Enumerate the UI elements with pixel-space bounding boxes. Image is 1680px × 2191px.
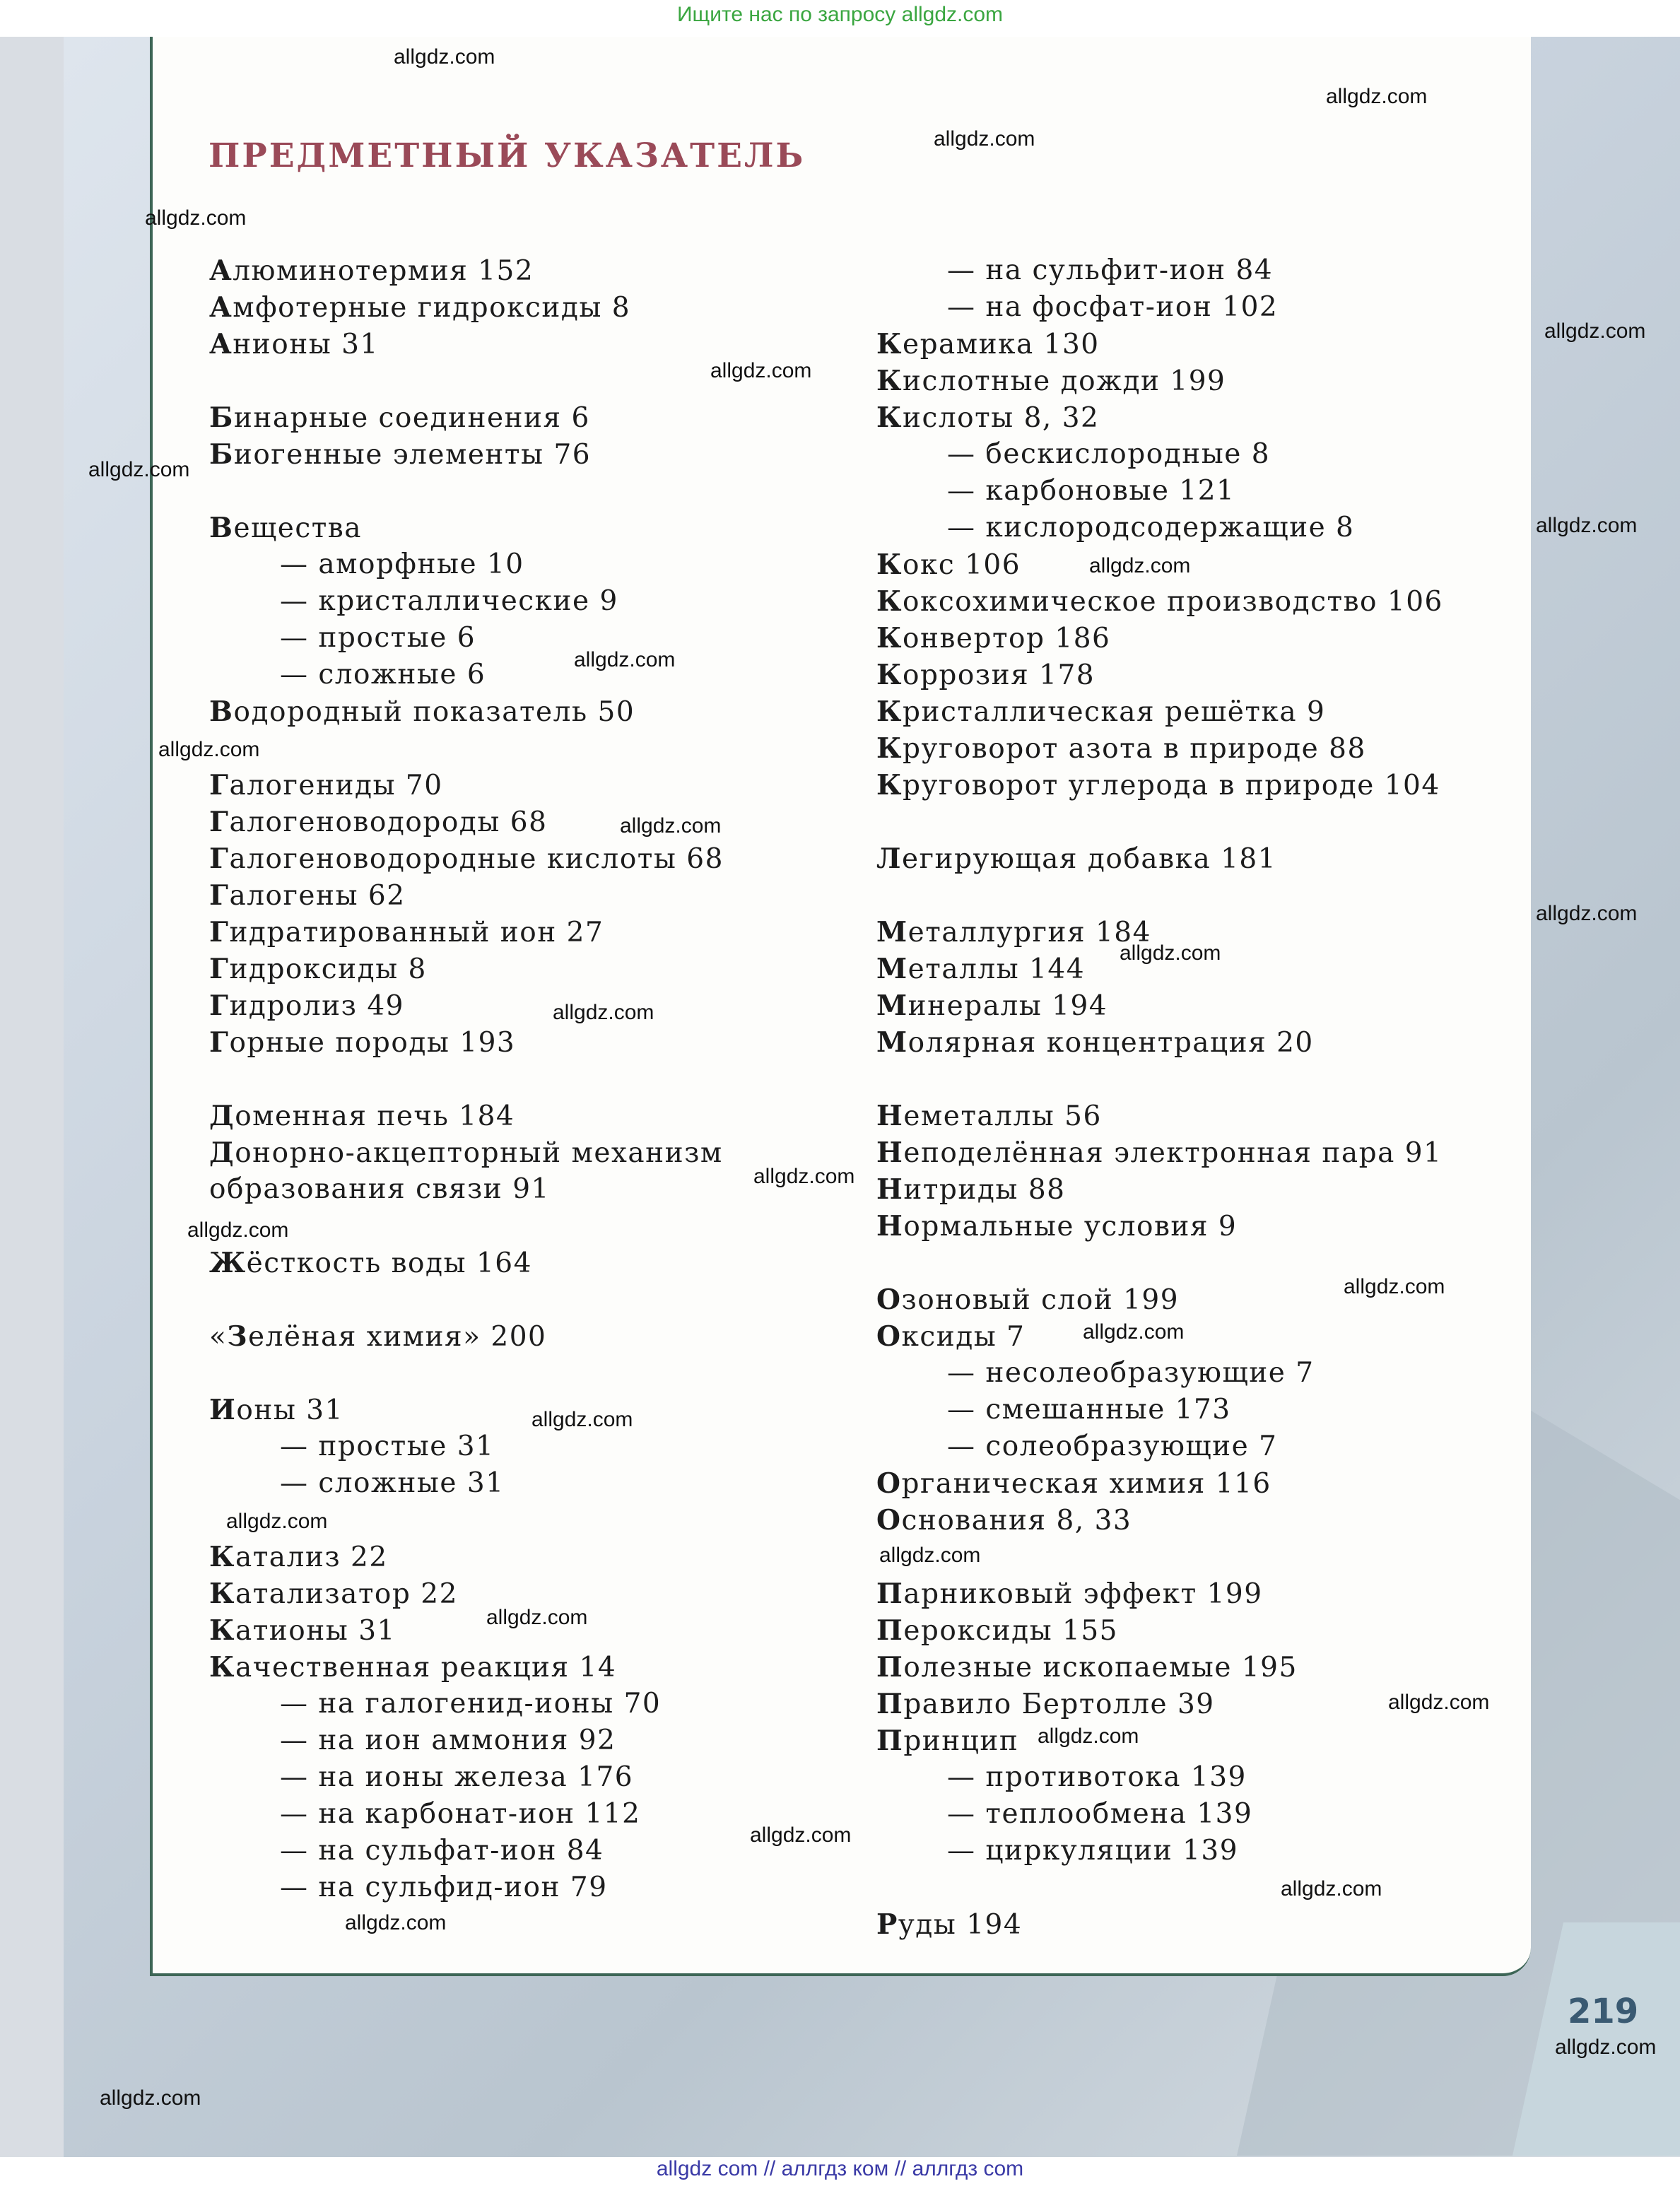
index-entry: Гидроксиды 8 (209, 953, 427, 985)
index-entry: Галогениды 70 (209, 769, 443, 801)
index-subentry: — на ион аммония 92 (280, 1725, 616, 1756)
index-subentry: — кислородсодержащие 8 (947, 512, 1355, 544)
index-subentry: — на сульфид-ион 79 (280, 1872, 608, 1903)
index-entry: Гидратированный ион 27 (209, 916, 604, 948)
index-entry: Легирующая добавка 181 (876, 842, 1277, 875)
watermark: allgdz.com (394, 45, 495, 69)
index-subentry: — кристаллические 9 (280, 585, 618, 617)
index-subentry: — на ионы железа 176 (280, 1761, 634, 1793)
index-entry: Кокс 106 (876, 548, 1021, 581)
index-entry: Круговорот углерода в природе 104 (876, 769, 1440, 801)
watermark: allgdz.com (531, 1408, 633, 1431)
index-entry: Катионы 31 (209, 1614, 396, 1647)
index-entry: Гидролиз 49 (209, 989, 404, 1022)
index-subentry: — простые 31 (280, 1431, 495, 1462)
index-entry: Керамика 130 (876, 328, 1100, 360)
watermark: allgdz.com (553, 1001, 654, 1024)
watermark: allgdz.com (1555, 2036, 1657, 2059)
index-entry: Ионы 31 (209, 1394, 343, 1426)
index-entry: Конвертор 186 (876, 622, 1111, 654)
watermark: allgdz.com (1536, 514, 1638, 537)
index-subentry: — на сульфат-ион 84 (280, 1835, 604, 1867)
index-subentry: — несолеобразующие 7 (947, 1357, 1315, 1389)
index-subentry: — солеобразующие 7 (947, 1431, 1278, 1462)
index-entry: Биогенные элементы 76 (209, 438, 592, 471)
watermark: allgdz.com (1120, 941, 1221, 965)
index-entry: Органическая химия 116 (876, 1467, 1271, 1500)
watermark: allgdz.com (710, 359, 812, 382)
index-entry: Пероксиды 155 (876, 1614, 1118, 1647)
index-subentry: — сложные 6 (280, 659, 486, 691)
index-subentry: — противотока 139 (947, 1761, 1247, 1793)
index-entry: Неметаллы 56 (876, 1100, 1102, 1132)
index-subentry: — простые 6 (280, 622, 476, 654)
index-entry: Бинарные соединения 6 (209, 401, 590, 434)
top-banner: Ищите нас по запросу allgdz.com (676, 3, 1004, 26)
bottom-banner: allgdz com // аллгдз ком // аллгдз com (656, 2157, 1024, 2180)
index-entry: Катализатор 22 (209, 1578, 458, 1610)
watermark: allgdz.com (879, 1544, 981, 1567)
index-entry: Руды 194 (876, 1908, 1023, 1941)
watermark: allgdz.com (88, 458, 190, 481)
index-entry: Галогеноводороды 68 (209, 806, 548, 838)
index-subentry: — теплообмена 139 (947, 1798, 1253, 1830)
index-subentry: — на сульфит-ион 84 (947, 254, 1274, 286)
index-entry: Кислотные дожди 199 (876, 365, 1226, 397)
index-subentry: — карбоновые 121 (947, 475, 1235, 507)
watermark: allgdz.com (345, 1911, 447, 1934)
index-entry: Минералы 194 (876, 989, 1108, 1022)
index-subentry: — аморфные 10 (280, 548, 524, 580)
index-entry: Неподелённая электронная пара 91 (876, 1136, 1443, 1169)
watermark: allgdz.com (187, 1218, 289, 1242)
index-entry: Жёсткость воды 164 (209, 1247, 532, 1279)
watermark: allgdz.com (934, 127, 1035, 151)
index-entry: Амфотерные гидроксиды 8 (209, 291, 631, 324)
index-entry: Галогены 62 (209, 879, 406, 912)
index-entry: Горные породы 193 (209, 1026, 516, 1059)
watermark: allgdz.com (753, 1165, 855, 1188)
index-entry: Парниковый эффект 199 (876, 1578, 1263, 1610)
index-entry: Металлургия 184 (876, 916, 1151, 948)
watermark: allgdz.com (1344, 1275, 1445, 1298)
index-entry: Коррозия 178 (876, 659, 1095, 691)
watermark: allgdz.com (1281, 1877, 1382, 1901)
index-entry: Металлы 144 (876, 953, 1086, 985)
index-subentry: — сложные 31 (280, 1467, 505, 1499)
watermark: allgdz.com (1083, 1320, 1185, 1344)
page-title: ПРЕДМЕТНЫЙ УКАЗАТЕЛЬ (208, 136, 806, 175)
index-entry: Водородный показатель 50 (209, 695, 635, 728)
index-entry: Нормальные условия 9 (876, 1210, 1238, 1243)
index-entry: Доменная печь 184 (209, 1100, 515, 1132)
watermark: allgdz.com (1544, 319, 1646, 343)
index-entry: Донорно-акцепторный механизм (209, 1136, 723, 1169)
page-number: 219 (1568, 1992, 1639, 2031)
index-subentry: — циркуляции 139 (947, 1835, 1239, 1867)
index-subentry: — смешанные 173 (947, 1394, 1231, 1426)
index-subentry: — на галогенид-ионы 70 (280, 1688, 662, 1720)
watermark: allgdz.com (226, 1510, 328, 1533)
watermark: allgdz.com (1536, 902, 1638, 925)
watermark: allgdz.com (145, 206, 247, 230)
index-entry: Принцип (876, 1725, 1019, 1757)
watermark: allgdz.com (574, 648, 676, 671)
index-entry: Кристаллическая решётка 9 (876, 695, 1326, 728)
index-entry: Алюминотермия 152 (209, 254, 534, 287)
index-entry: Правило Бертолле 39 (876, 1688, 1215, 1720)
watermark: allgdz.com (1089, 554, 1191, 577)
watermark: allgdz.com (1326, 85, 1428, 108)
watermark: allgdz.com (100, 2086, 201, 2110)
index-subentry: — на карбонат-ион 112 (280, 1798, 641, 1830)
scan-left-edge (0, 37, 64, 2157)
index-entry: Круговорот азота в природе 88 (876, 732, 1366, 765)
index-entry: Коксохимическое производство 106 (876, 585, 1443, 618)
watermark: allgdz.com (750, 1823, 852, 1847)
index-subentry: — бескислородные 8 (947, 438, 1271, 470)
index-entry: Качественная реакция 14 (209, 1651, 617, 1684)
watermark: allgdz.com (1038, 1725, 1139, 1748)
watermark: allgdz.com (1388, 1691, 1490, 1714)
index-column-right (876, 252, 1443, 1943)
index-entry: Основания 8, 33 (876, 1504, 1132, 1537)
index-entry: Полезные ископаемые 195 (876, 1651, 1298, 1684)
index-entry: Озоновый слой 199 (876, 1284, 1180, 1316)
index-entry: «Зелёная химия» 200 (209, 1320, 547, 1353)
index-entry: Катализ 22 (209, 1541, 388, 1573)
index-column-left (209, 252, 724, 1906)
index-entry: Молярная концентрация 20 (876, 1026, 1314, 1059)
watermark: allgdz.com (158, 738, 260, 761)
index-entry: образования связи 91 (209, 1173, 550, 1205)
index-entry: Галогеноводородные кислоты 68 (209, 842, 724, 875)
index-entry: Нитриды 88 (876, 1173, 1066, 1206)
index-subentry: — на фосфат-ион 102 (947, 291, 1279, 323)
watermark: allgdz.com (620, 814, 722, 838)
watermark: allgdz.com (486, 1606, 588, 1629)
index-entry: Анионы 31 (209, 328, 379, 360)
index-entry: Оксиды 7 (876, 1320, 1026, 1353)
index-entry: Вещества (209, 512, 363, 544)
index-entry: Кислоты 8, 32 (876, 401, 1100, 434)
